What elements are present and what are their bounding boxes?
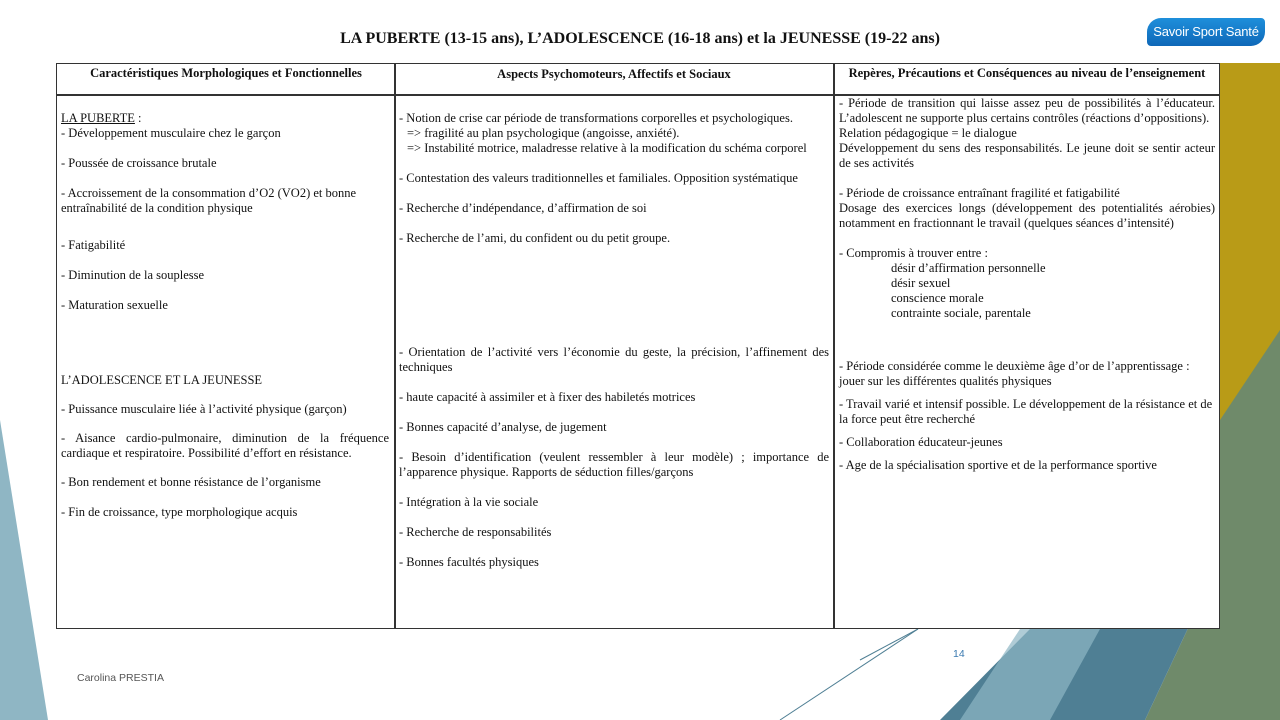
list-item: - Accroissement de la consommation d’O2 (VO2) et bonne entraînabilité de la condition physique <box>61 186 357 215</box>
list-item: - Fatigabilité <box>61 238 126 252</box>
list-item: - Bon rendement et bonne résistance de l’organisme <box>61 475 321 489</box>
list-item: Dosage des exercices longs (développement des potentialités aérobies) notamment en fractionnant le travail (quelques séances d’intensité) <box>839 201 1215 230</box>
page-number: 14 <box>953 648 965 660</box>
list-item: désir sexuel <box>891 276 951 290</box>
list-item: - Fin de croissance, type morphologique acquis <box>61 505 298 519</box>
list-item: - Besoin d’identification (veulent ressembler à leur modèle) ; importance de l’apparence physique. Rapports de séduction filles/garçons <box>399 450 829 479</box>
list-item: - Orientation de l’activité vers l’économie du geste, la précision, l’affinement des techniques <box>399 345 829 374</box>
list-item: => fragilité au plan psychologique (angoisse, anxiété). <box>407 126 680 140</box>
list-item: - Période considérée comme le deuxième âge d’or de l’apprentissage : jouer sur les différentes qualités physiques <box>839 359 1190 388</box>
list-item: - Recherche de responsabilités <box>399 525 552 539</box>
list-item: - Collaboration éducateur-jeunes <box>839 435 1003 449</box>
header-col2: Aspects Psychomoteurs, Affectifs et Sociaux <box>497 67 731 81</box>
list-item: - Recherche de l’ami, du confident ou du petit groupe. <box>399 231 671 245</box>
section-heading-puberte: LA PUBERTE : <box>61 111 142 125</box>
list-item: - Notion de crise car période de transformations corporelles et psychologiques. <box>399 111 793 125</box>
list-item: conscience morale <box>891 291 984 305</box>
list-item: Développement du sens des responsabilités. Le jeune doit se sentir acteur de ses activités <box>839 141 1215 170</box>
list-item: - Bonnes capacité d’analyse, de jugement <box>399 420 607 434</box>
column-2 <box>399 111 829 570</box>
column-3 <box>839 96 1215 473</box>
list-item: - Aisance cardio-pulmonaire, diminution de la fréquence cardiaque et respiratoire. Possibilité d’effort en résistance. <box>61 431 389 460</box>
list-item: - Travail varié et intensif possible. Le développement de la résistance et de la force peut être recherché <box>839 397 1213 426</box>
column-1 <box>61 111 389 520</box>
list-item: désir d’affirmation personnelle <box>891 261 1046 275</box>
header-col1: Caractéristiques Morphologiques et Fonctionnelles <box>90 66 362 80</box>
list-item: - Contestation des valeurs traditionnelles et familiales. Opposition systématique <box>399 171 798 185</box>
list-item: - Poussée de croissance brutale <box>61 156 217 170</box>
list-item: - Bonnes facultés physiques <box>399 555 539 569</box>
list-item: - Maturation sexuelle <box>61 298 168 312</box>
list-item: - Diminution de la souplesse <box>61 268 205 282</box>
list-item: - Développement musculaire chez le garçon <box>61 126 281 140</box>
column-divider <box>833 64 835 628</box>
list-item: - Age de la spécialisation sportive et de la performance sportive <box>839 458 1157 472</box>
list-item: => Instabilité motrice, maladresse relative à la modification du schéma corporel <box>407 141 807 155</box>
header-col3: Repères, Précautions et Conséquences au niveau de l’enseignement <box>848 66 1206 80</box>
slide-title: LA PUBERTE (13-15 ans), L’ADOLESCENCE (16-18 ans) et la JEUNESSE (19-22 ans) <box>340 30 940 47</box>
savoir-sport-sante-logo: Savoir Sport Santé <box>1147 18 1265 46</box>
section-heading-adolescence: L’ADOLESCENCE ET LA JEUNESSE <box>61 373 263 387</box>
author-footer: Carolina PRESTIA <box>77 672 164 684</box>
left-triangle-shape <box>0 420 48 720</box>
list-item: - Recherche d’indépendance, d’affirmation de soi <box>399 201 647 215</box>
column-divider <box>394 64 396 628</box>
list-item: - Période de croissance entraînant fragilité et fatigabilité <box>839 186 1120 200</box>
thin-diagonal-line <box>780 629 918 720</box>
list-item: - Puissance musculaire liée à l’activité physique (garçon) <box>61 402 347 416</box>
list-item: Relation pédagogique = le dialogue <box>839 126 1017 140</box>
list-item: - Compromis à trouver entre : <box>839 246 988 260</box>
list-item: - Intégration à la vie sociale <box>399 495 539 509</box>
list-item: - haute capacité à assimiler et à fixer des habiletés motrices <box>399 390 696 404</box>
list-item: - Période de transition qui laisse assez peu de possibilités à l’éducateur. L’adolescent ne supporte plus certains contrôles (réactions d’oppositions). <box>839 96 1215 125</box>
table-image <box>56 63 1220 629</box>
list-item: contrainte sociale, parentale <box>891 306 1031 320</box>
thin-diagonal-line-2 <box>860 629 918 660</box>
